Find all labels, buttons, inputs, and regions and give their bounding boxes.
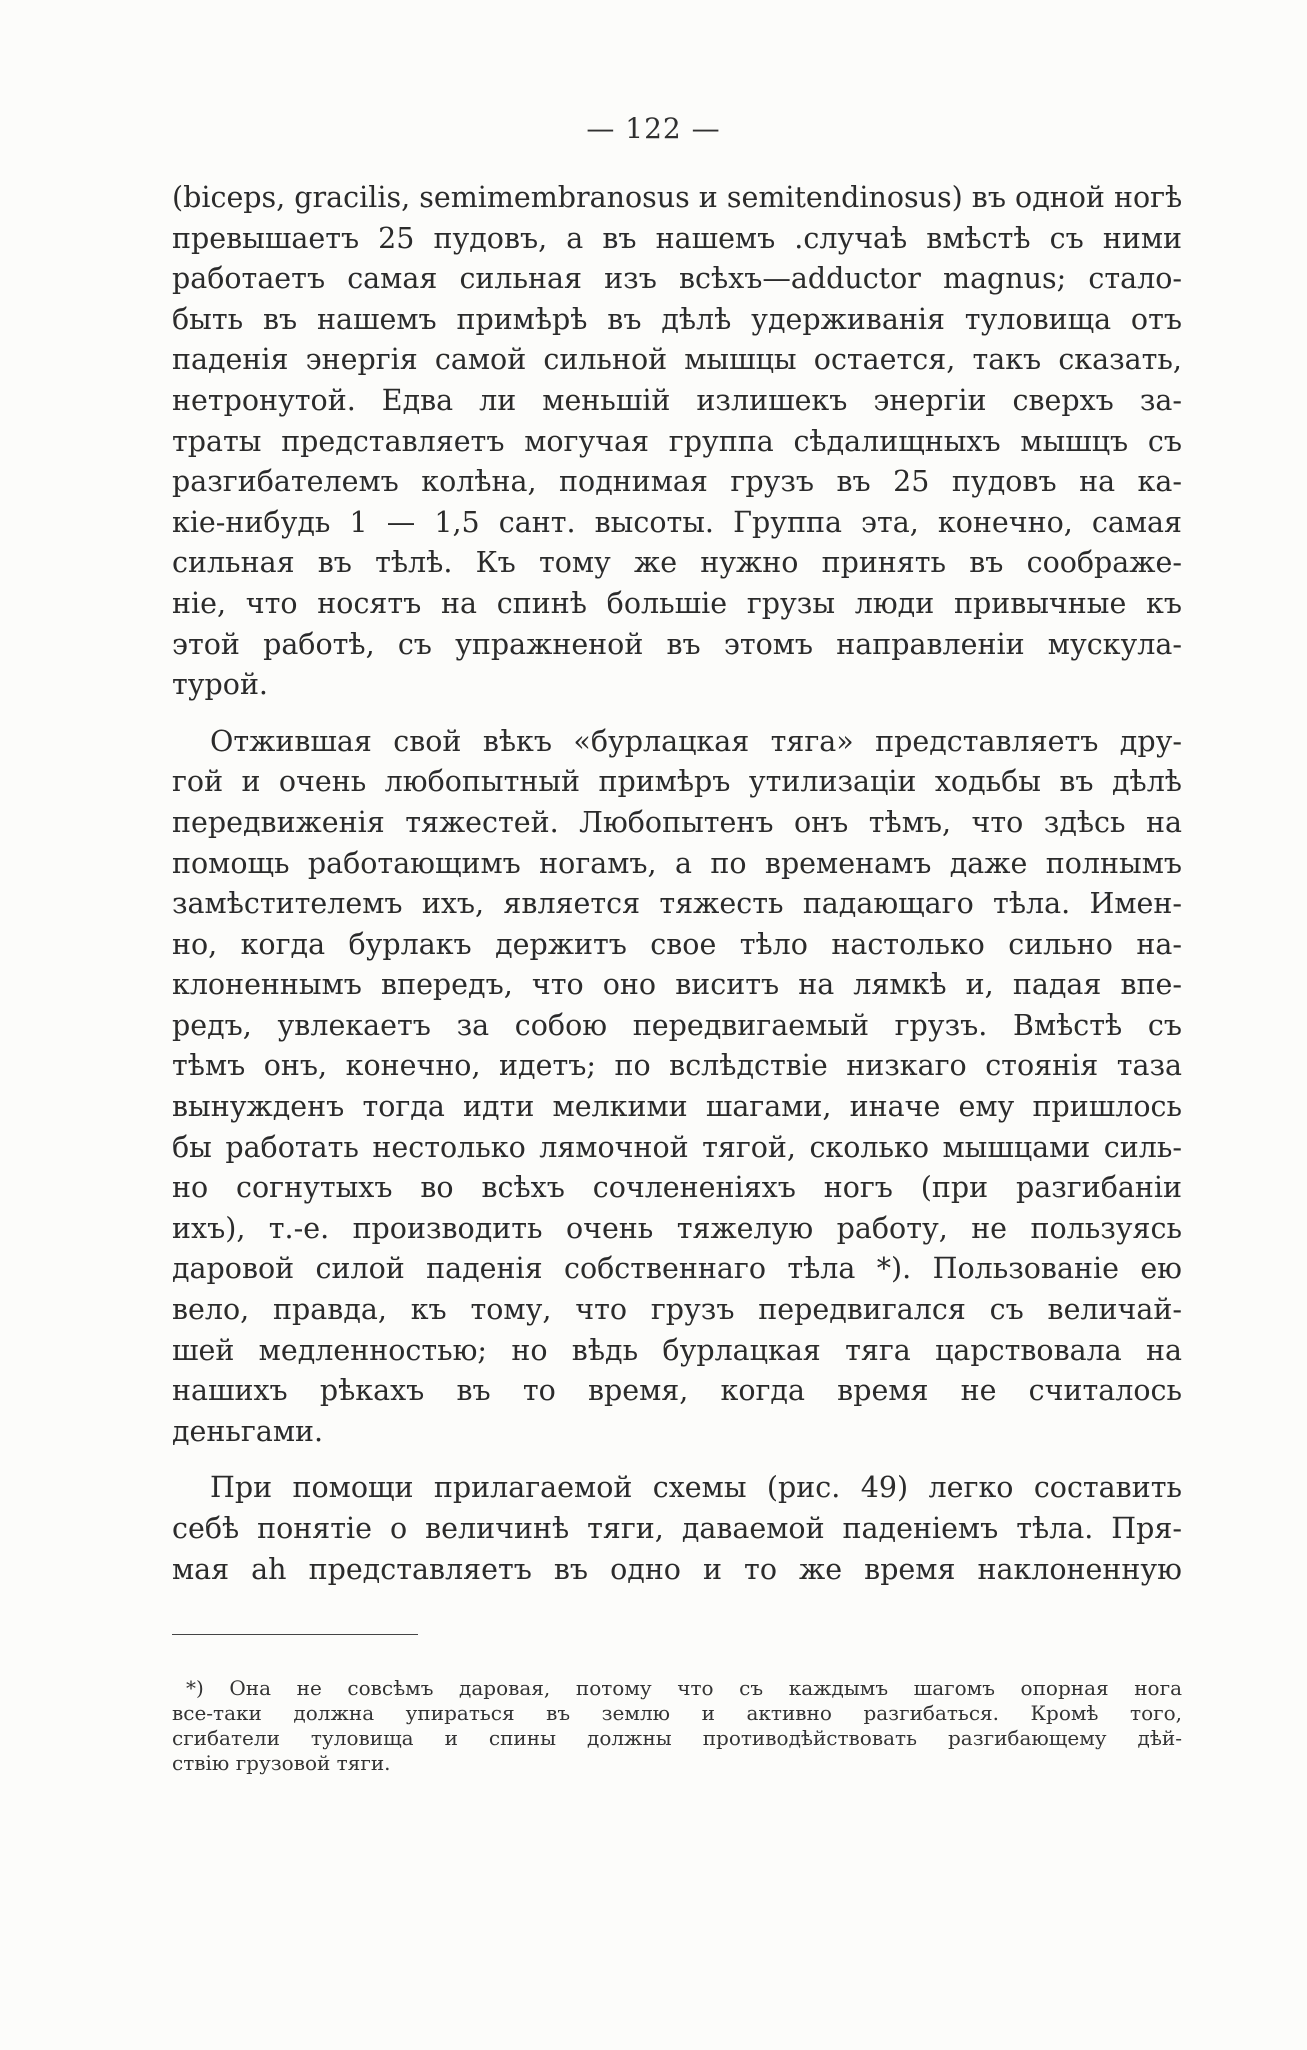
text-line: бы работать нестолько лямочной тягой, сколько мышцами силь- (172, 1130, 1182, 1164)
text-line: ніе, что носятъ на спинѣ большіе грузы люди привычные къ (172, 586, 1182, 620)
footnote-line: все-таки должна упираться въ землю и активно разгибаться. Кромѣ того, (172, 1701, 1182, 1725)
text-line: вынужденъ тогда идти мелкими шагами, иначе ему пришлось (172, 1090, 1182, 1124)
text-line: При помощи прилагаемой схемы (рис. 49) легко составить (210, 1471, 1182, 1505)
text-line: но согнутыхъ во всѣхъ сочлененіяхъ ногъ (при разгибаніи (172, 1171, 1182, 1205)
paragraph-3 (172, 1468, 1182, 1590)
footnote (172, 1676, 1182, 1776)
page-number: — 122 — (586, 112, 721, 145)
text-line: сильная въ тѣлѣ. Къ тому же нужно принять въ соображе- (172, 546, 1182, 580)
text-line: шей медленностью; но вѣдь бурлацкая тяга царствовала на (172, 1333, 1182, 1367)
text-line: нетронутой. Едва ли меньшій излишекъ энергіи сверхъ за- (172, 383, 1182, 417)
footnote-rule (172, 1634, 418, 1635)
text-line: замѣстителемъ ихъ, является тяжесть падающаго тѣла. Имен- (172, 887, 1182, 921)
text-line: вело, правда, къ тому, что грузъ передвигался съ величай- (172, 1293, 1182, 1327)
text-line: работаетъ самая сильная изъ всѣхъ—adductor magnus; стало- (172, 262, 1182, 296)
paragraph-2 (172, 722, 1182, 1453)
text-line: Отжившая свой вѣкъ «бурлацкая тяга» представляетъ дру- (210, 724, 1182, 758)
text-line: мая ah представляетъ въ одно и то же время наклоненную (172, 1552, 1182, 1586)
text-line: разгибателемъ колѣна, поднимая грузъ въ 25 пудовъ на ка- (172, 465, 1182, 499)
text-line: траты представляетъ могучая группа сѣдалищныхъ мышцъ съ (172, 424, 1182, 458)
text-line: помощь работающимъ ногамъ, а по временамъ даже полнымъ (172, 846, 1182, 880)
text-line: даровой силой паденія собственнаго тѣла *). Пользованіе ею (172, 1252, 1182, 1286)
text-line: гой и очень любопытный примѣръ утилизаціи ходьбы въ дѣлѣ (172, 765, 1182, 799)
text-line: клоненнымъ впередъ, что оно виситъ на лямкѣ и, падая впе- (172, 968, 1182, 1002)
text-line: этой работѣ, съ упражненой въ этомъ направленіи мускула- (172, 627, 1182, 661)
main-text (172, 178, 1182, 1590)
text-line: кіе-нибудь 1 — 1,5 сант. высоты. Группа эта, конечно, самая (172, 505, 1182, 539)
text-line: редъ, увлекаетъ за собою передвигаемый грузъ. Вмѣстѣ съ (172, 1008, 1182, 1042)
text-line: тѣмъ онъ, конечно, идетъ; по вслѣдствіе низкаго стоянія таза (172, 1049, 1182, 1083)
footnote-line: сгибатели туловища и спины должны противодѣйствовать разгибающему дѣй- (172, 1726, 1182, 1750)
text-line: быть въ нашемъ примѣрѣ въ дѣлѣ удерживанія туловища отъ (172, 302, 1182, 336)
paragraph-1 (172, 178, 1182, 706)
text-line: нашихъ рѣкахъ въ то время, когда время не считалось (172, 1374, 1182, 1408)
text-line: ихъ), т.-е. производить очень тяжелую работу, не пользуясь (172, 1211, 1182, 1245)
text-line: (biceps, gracilis, semimembranosus и semitendinosus) въ одной ногѣ (172, 181, 1182, 214)
text-line: себѣ понятіе о величинѣ тяги, даваемой паденіемъ тѣла. Пря- (172, 1512, 1182, 1545)
text-line: но, когда бурлакъ держитъ свое тѣло настолько сильно на- (172, 927, 1182, 961)
text-line: деньгами. (172, 1414, 324, 1448)
footnote-line: *) Она не совсѣмъ даровая, потому что съ каждымъ шагомъ опорная нога (186, 1676, 1182, 1700)
footnote-line: ствію грузовой тяги. (172, 1751, 391, 1775)
text-line: турой. (172, 668, 268, 702)
text-line: передвиженія тяжестей. Любопытенъ онъ тѣмъ, что здѣсь на (172, 805, 1182, 839)
text-line: превышаетъ 25 пудовъ, а въ нашемъ .случаѣ вмѣстѣ съ ними (172, 221, 1182, 255)
text-line: паденія энергія самой сильной мышцы остается, такъ сказать, (172, 343, 1182, 377)
